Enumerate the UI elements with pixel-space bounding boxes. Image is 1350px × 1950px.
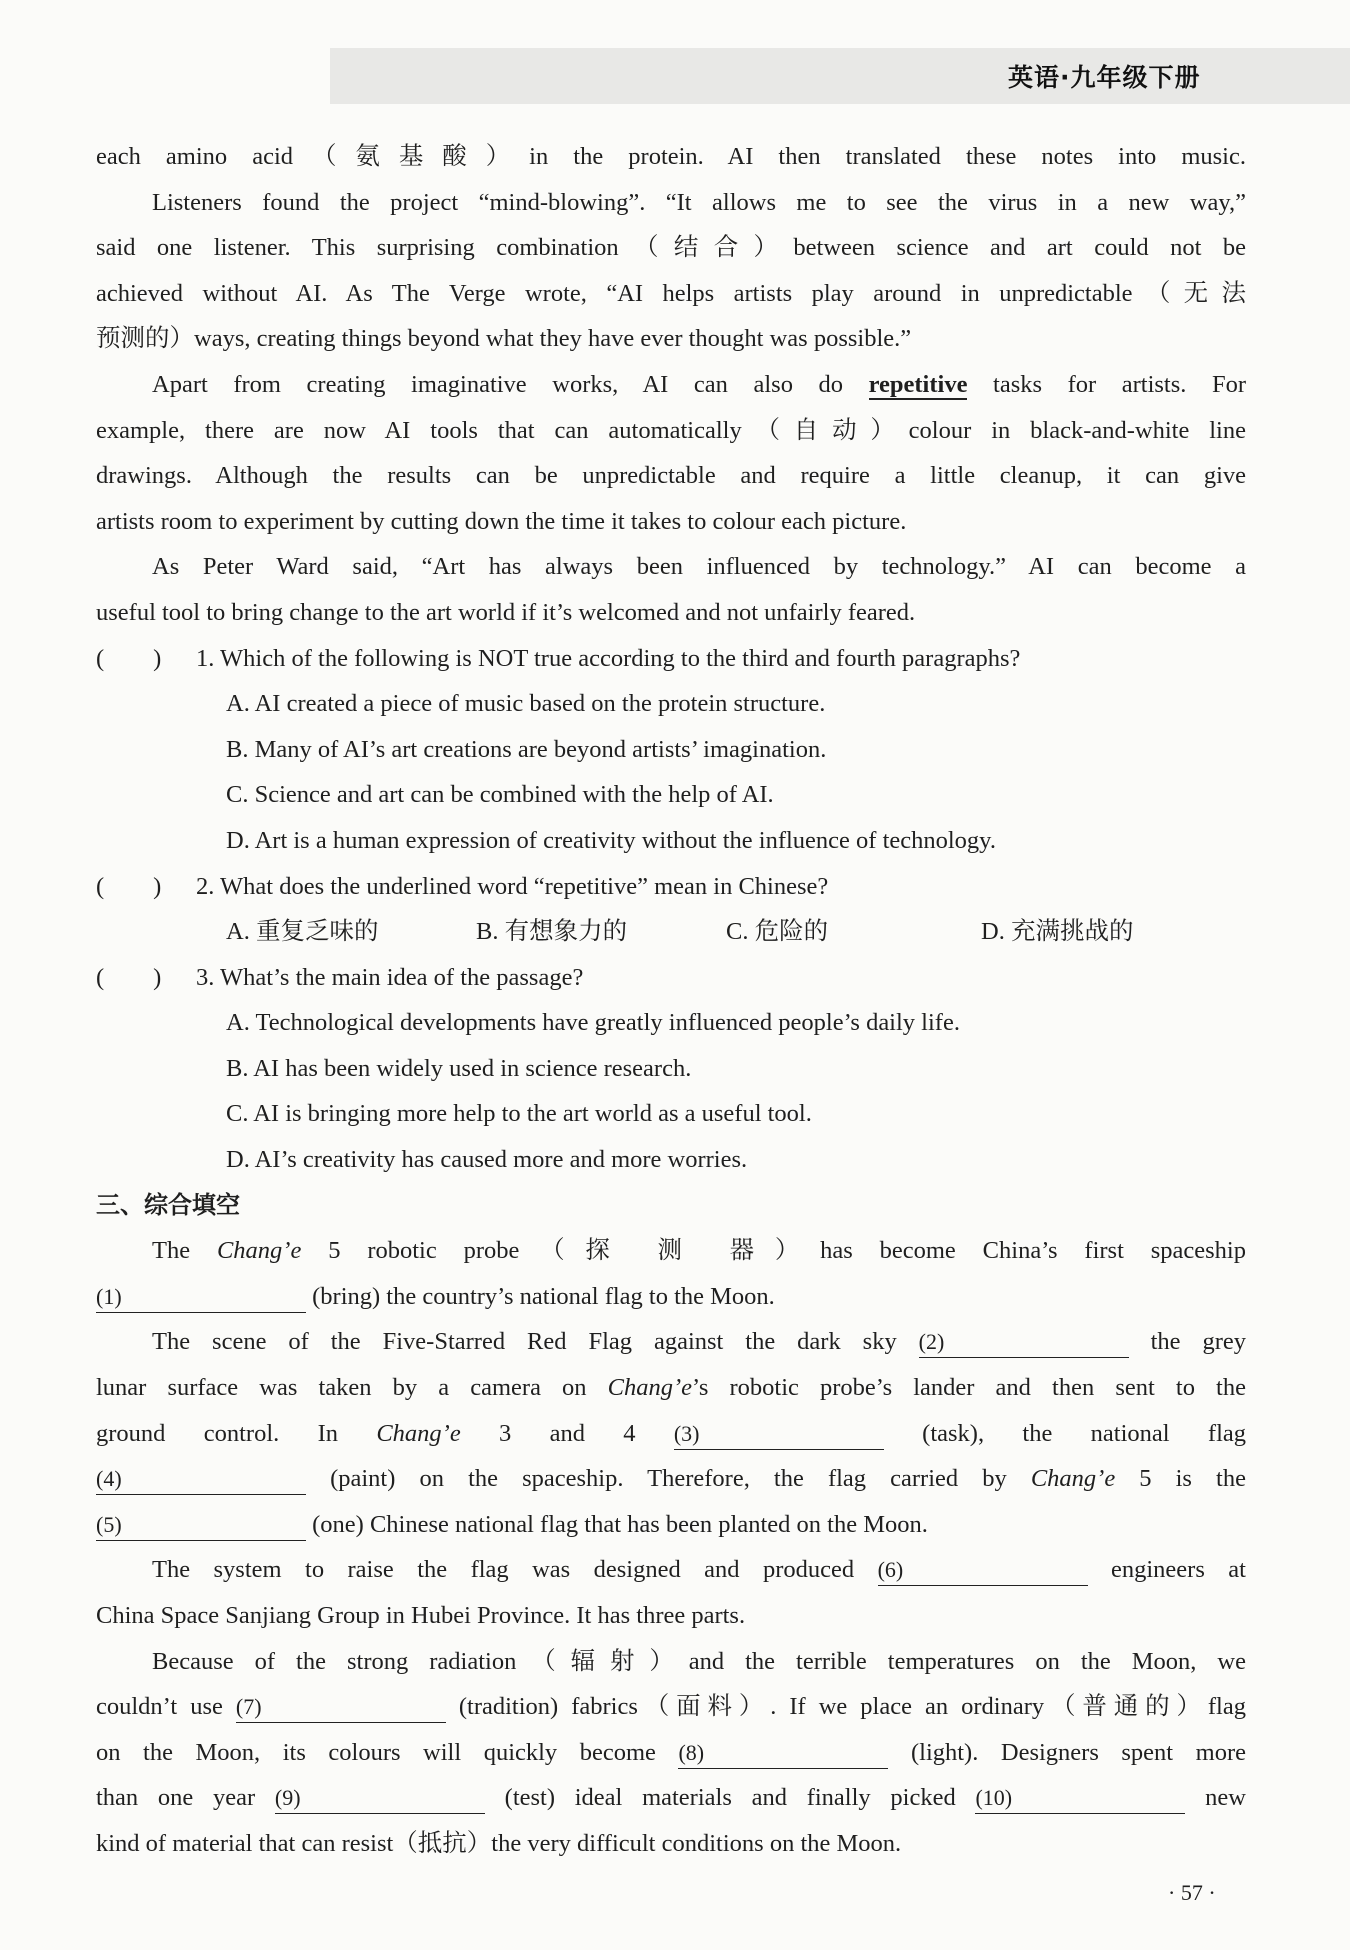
blank-9[interactable]: (9) <box>275 1783 485 1814</box>
passage-line: (1) (bring) the country’s national flag to the Moon. <box>96 1274 1246 1320</box>
passage-line: lunar surface was taken by a camera on Chang’e’s robotic probe’s lander and then sent to the <box>96 1374 1246 1402</box>
blank-2[interactable]: (2) <box>919 1327 1129 1358</box>
passage-line: (4) (paint) on the spaceship. Therefore, the flag carried by Chang’e 5 is the <box>96 1456 1246 1502</box>
option: D. 充满挑战的 <box>981 918 1134 946</box>
option: B. Many of AI’s art creations are beyond artists’ imagination. <box>226 735 827 763</box>
passage-line: achieved without AI. As The Verge wrote, “AI helps artists play around in unpredictable（无法 <box>96 279 1246 307</box>
passage-line: each amino acid（氨基酸）in the protein. AI then translated these notes into music. <box>96 143 1246 170</box>
options-row <box>96 909 1246 955</box>
option: C. AI is bringing more help to the art world as a useful tool. <box>226 1100 812 1128</box>
passage-line: couldn’t use (7) (tradition) fabrics（面料）. If we place an ordinary（普通的）flag <box>96 1684 1246 1730</box>
passage-line: Listeners found the project “mind-blowing”. “It allows me to see the virus in a new way,” <box>152 188 1246 216</box>
answer-paren[interactable]: ( ) <box>96 644 162 672</box>
option: D. Art is a human expression of creativity without the influence of technology. <box>226 826 996 854</box>
passage-line: China Space Sanjiang Group in Hubei Province. It has three parts. <box>96 1602 746 1629</box>
passage-line: than one year (9) (test) ideal materials and finally picked (10) new <box>96 1775 1246 1821</box>
blank-8[interactable]: (8) <box>678 1738 888 1769</box>
passage-line: Apart from creating imaginative works, AI can also do repetitive tasks for artists. For <box>152 370 1247 398</box>
page-number: · 57 · <box>1168 1880 1216 1905</box>
option: A. AI created a piece of music based on the protein structure. <box>226 690 826 718</box>
question-2: ( ) 2. What does the underlined word “repetitive” mean in Chinese? <box>96 864 1246 910</box>
underlined-word: repetitive <box>868 370 968 398</box>
option: C. Science and art can be combined with the help of AI. <box>226 781 774 809</box>
blank-6[interactable]: (6) <box>878 1555 1088 1586</box>
passage-line: artists room to experiment by cutting down the time it takes to colour each picture. <box>96 507 907 535</box>
blank-4[interactable]: (4) <box>96 1464 306 1495</box>
passage-line: 预测的）ways, creating things beyond what they have ever thought was possible.” <box>96 325 912 353</box>
question-1: ( ) 1. Which of the following is NOT true according to the third and fourth paragraphs? <box>96 636 1246 682</box>
passage-line: on the Moon, its colours will quickly become (8) (light). Designers spent more <box>96 1730 1246 1776</box>
passage-line: The scene of the Five-Starred Red Flag against the dark sky (2) the grey <box>96 1319 1246 1365</box>
blank-7[interactable]: (7) <box>236 1692 446 1723</box>
blank-10[interactable]: (10) <box>975 1783 1185 1814</box>
passage-line: Because of the strong radiation（辐射）and the terrible temperatures on the Moon, we <box>152 1647 1246 1675</box>
passage-line: The Chang’e 5 robotic probe（探 测 器）has become China’s first spaceship <box>152 1237 1246 1265</box>
option: D. AI’s creativity has caused more and more worries. <box>226 1146 748 1174</box>
question-3: ( ) 3. What’s the main idea of the passage? <box>96 955 1246 1001</box>
blank-3[interactable]: (3) <box>674 1419 884 1450</box>
option: B. AI has been widely used in science research. <box>226 1054 692 1082</box>
page-content <box>96 134 1246 1867</box>
blank-1[interactable]: (1) <box>96 1282 306 1313</box>
section-title: 三、综合填空 <box>96 1190 240 1219</box>
option: A. Technological developments have greatly influenced people’s daily life. <box>226 1009 960 1037</box>
passage-line: As Peter Ward said, “Art has always been influenced by technology.” AI can become a <box>152 553 1246 581</box>
passage-line: The system to raise the flag was designed and produced (6) engineers at <box>96 1547 1246 1593</box>
option: B. 有想象力的 <box>476 918 628 946</box>
passage-line: said one listener. This surprising combination（结合）between science and art could not be <box>96 234 1246 262</box>
passage-line: kind of material that can resist（抵抗）the very difficult conditions on the Moon. <box>96 1829 902 1857</box>
passage-line: (5) (one) Chinese national flag that has been planted on the Moon. <box>96 1502 1246 1548</box>
passage-line: useful tool to bring change to the art world if it’s welcomed and not unfairly feared. <box>96 598 916 626</box>
passage-line: drawings. Although the results can be unpredictable and require a little cleanup, it can give <box>96 462 1246 490</box>
answer-paren[interactable]: ( ) <box>96 872 162 900</box>
blank-5[interactable]: (5) <box>96 1510 306 1541</box>
passage-line: example, there are now AI tools that can automatically（自动）colour in black-and-white line <box>96 416 1246 444</box>
answer-paren[interactable]: ( ) <box>96 963 162 991</box>
passage-line: ground control. In Chang’e 3 and 4 (3) (task), the national flag <box>96 1411 1246 1457</box>
option: C. 危险的 <box>726 918 829 946</box>
book-title: 英语·九年级下册 <box>1008 63 1201 92</box>
option: A. 重复乏味的 <box>226 918 379 946</box>
